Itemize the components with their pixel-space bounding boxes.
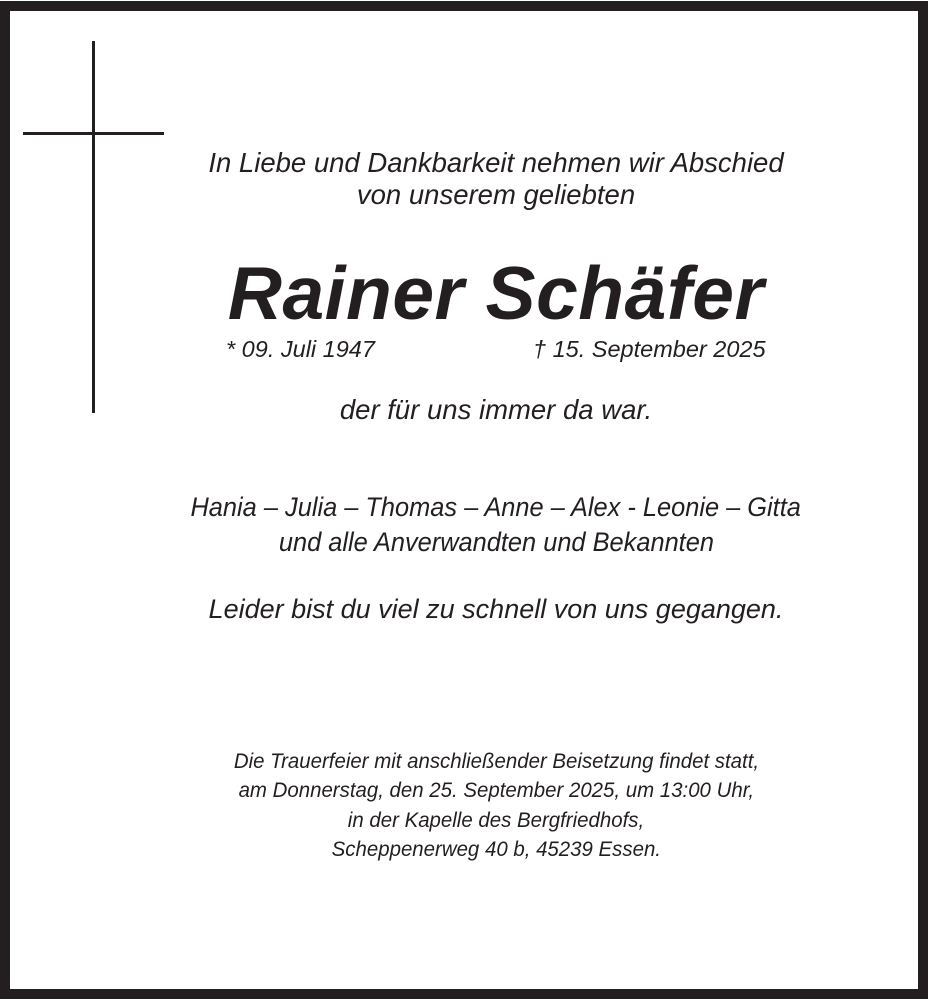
intro-line-2: von unserem geliebten [356,179,636,210]
service-line-2 [0,780,928,802]
death-date: † 15. September 2025 [533,336,766,362]
family-relatives: und alle Anverwandten und Bekannten [278,527,714,557]
service-text-1: Die Trauerfeier mit anschließender Beisetzung findet statt, [233,749,759,773]
service-line-4 [0,839,928,861]
family-names: Hania – Julia – Thomas – Anne – Alex - Leonie – Gitta [190,492,802,522]
family-names-line [0,494,928,521]
service-line-3 [0,810,928,832]
cross-horizontal-bar [23,132,164,135]
service-line-1 [0,751,928,773]
service-text-2: am Donnerstag, den 25. September 2025, um 13:00 Uhr, [238,778,754,802]
birth-date: * 09. Juli 1947 [226,336,375,362]
farewell-text: Leider bist du viel zu schnell von uns gegangen. [208,594,784,624]
family-relatives-line [0,529,928,556]
service-text-4: Scheppenerweg 40 b, 45239 Essen. [331,837,661,861]
intro-line-1: In Liebe und Dankbarkeit nehmen wir Abschied [208,147,784,178]
tagline: der für uns immer da war. [339,394,653,425]
service-text-3: in der Kapelle des Bergfriedhofs, [347,808,645,832]
cross-vertical-bar [92,41,95,413]
deceased-name: Rainer Schäfer [227,251,765,335]
